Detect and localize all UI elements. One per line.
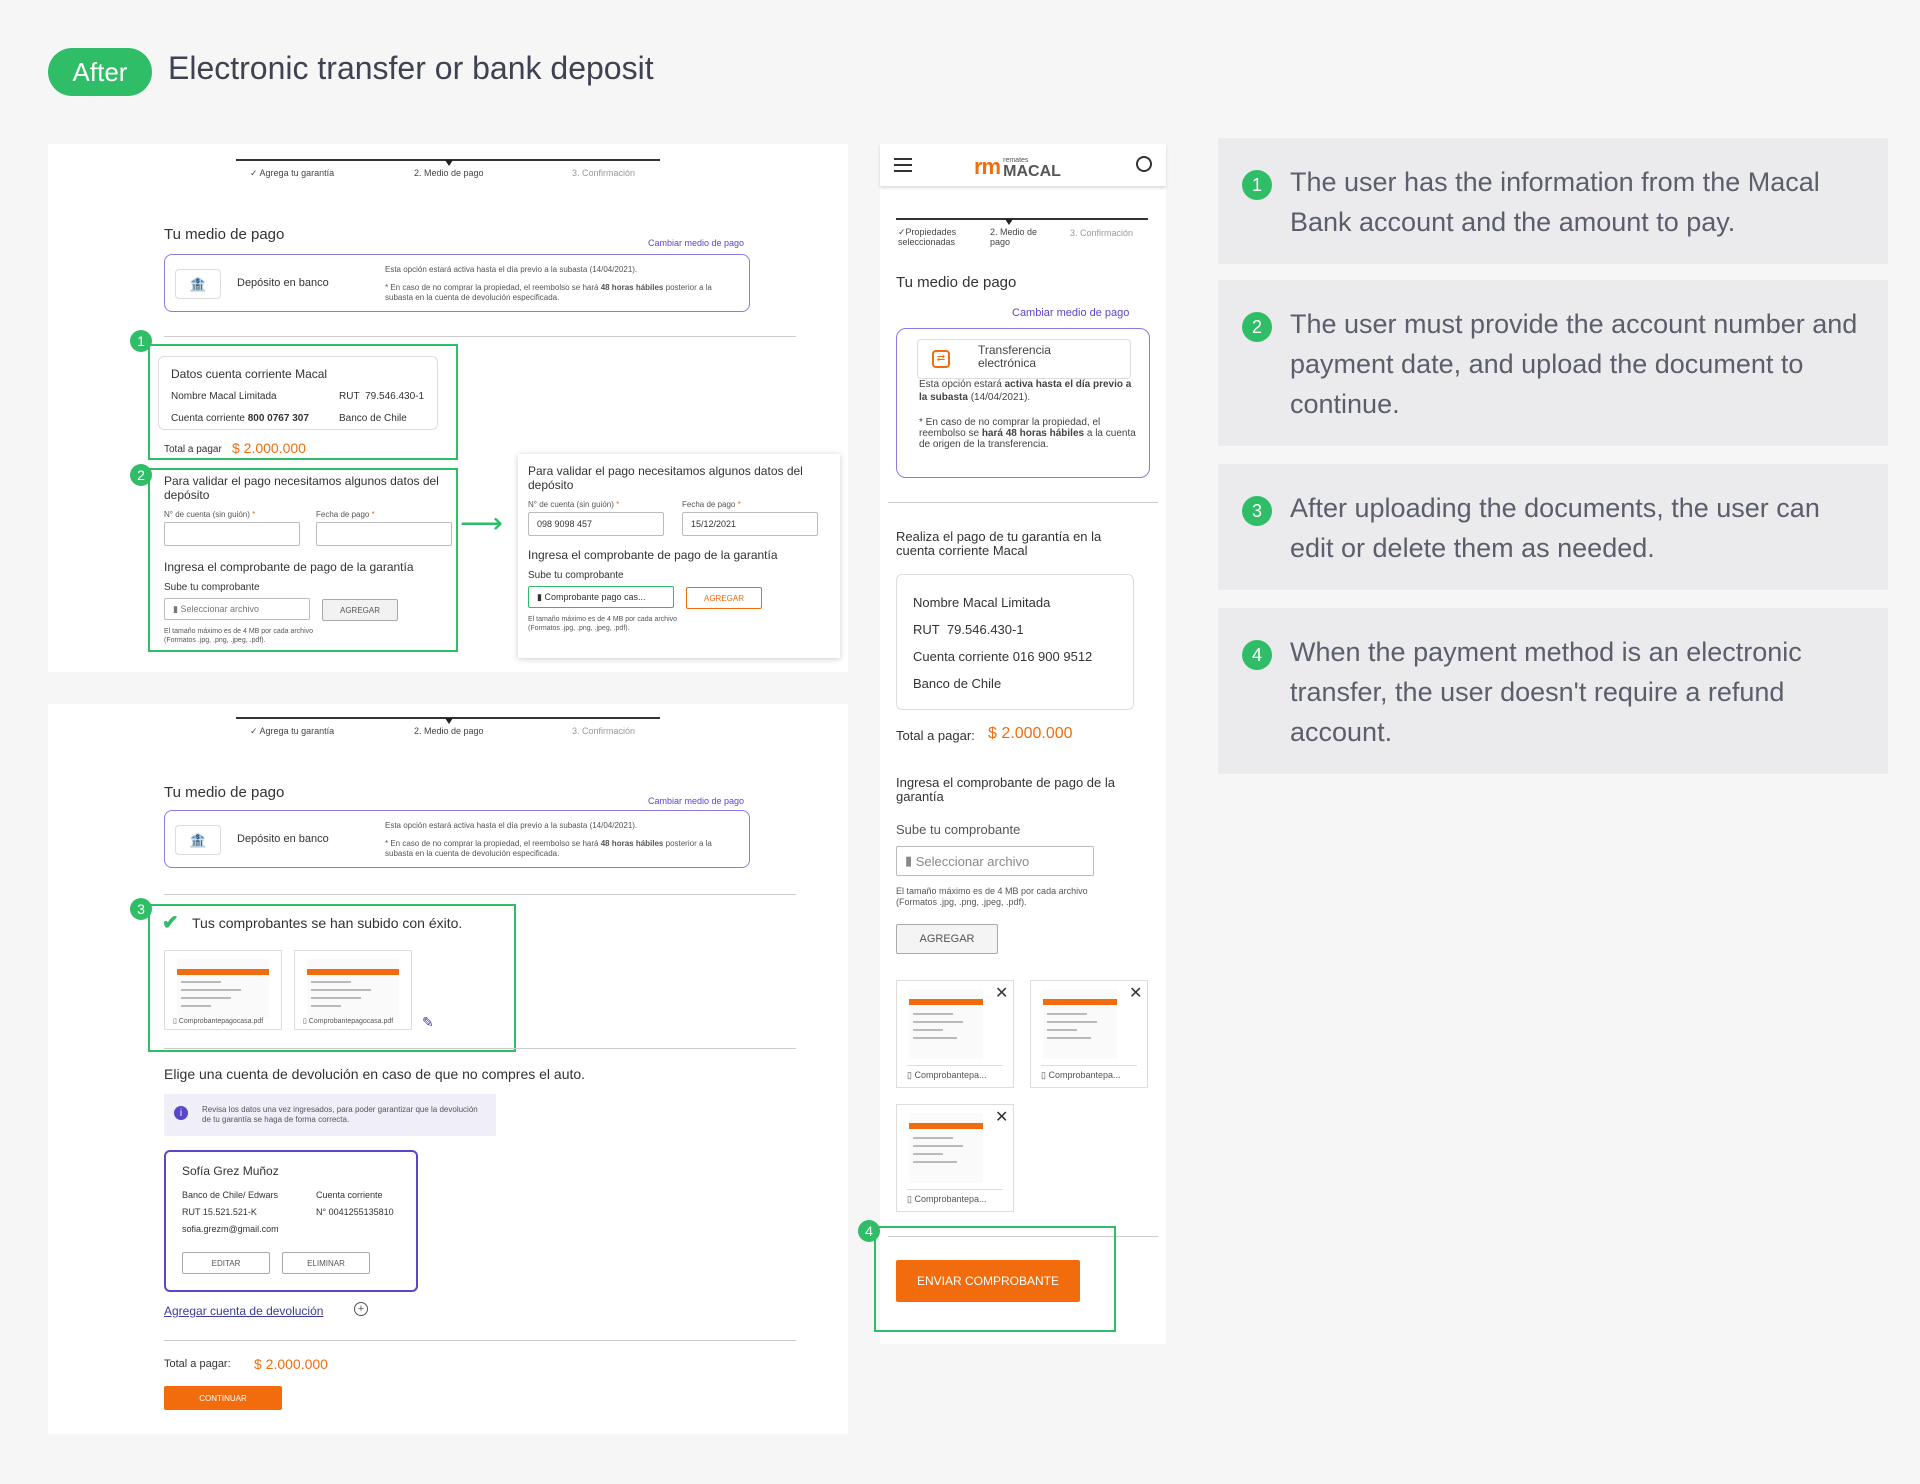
filled-upload-label: Sube tu comprobante <box>528 570 624 581</box>
filled-file-input[interactable]: ▮ Comprobante pago cas... <box>528 586 674 608</box>
refund-name: Sofía Grez Muñoz <box>182 1164 279 1178</box>
m-step-2[interactable]: 2. Medio de pago <box>990 227 1038 247</box>
note-3 <box>1218 464 1888 590</box>
validate-title: Para validar el pago necesitamos algunos datos del depósito <box>164 474 439 502</box>
m-file-name-1: ▯ Comprobantepa... <box>907 1065 1003 1081</box>
m-file-thumb-1[interactable] <box>896 980 1014 1088</box>
refund-account-card[interactable] <box>164 1150 418 1292</box>
transfer-icon: ⇄ <box>932 350 950 368</box>
method-label: Depósito en banco <box>237 277 329 289</box>
select-file-input[interactable]: ▮ Seleccionar archivo <box>164 598 310 620</box>
change-method-link-b[interactable]: Cambiar medio de pago <box>648 796 745 806</box>
note-1 <box>1218 138 1888 264</box>
filled-validate-title: Para validar el pago necesitamos algunos datos del depósito <box>528 464 803 492</box>
file-name-1: ▯ Comprobantepagocasa.pdf <box>173 1018 264 1025</box>
mobile-header <box>880 144 1166 186</box>
refund-email: sofia.grezm@gmail.com <box>182 1224 279 1234</box>
m-section-title: Tu medio de pago <box>896 274 1017 291</box>
note-4 <box>1218 608 1888 774</box>
m-account-card <box>896 574 1134 710</box>
m-change-link[interactable]: Cambiar medio de pago <box>1012 307 1130 319</box>
send-voucher-button[interactable]: ENVIAR COMPROBANTE <box>896 1260 1080 1302</box>
step-1b[interactable]: ✓ Agrega tu garantía <box>250 726 335 736</box>
m-upload-label: Sube tu comprobante <box>896 822 1021 837</box>
check-icon: ✔ <box>162 912 179 934</box>
m-method-card <box>896 328 1150 478</box>
continue-button[interactable]: CONTINUAR <box>164 1386 282 1410</box>
refund-rut: RUT 15.521.521-K <box>182 1207 257 1217</box>
bank-icon: 🏦 <box>175 269 221 299</box>
voucher-title: Ingresa el comprobante de pago de la garantía <box>164 560 414 574</box>
step-2[interactable]: 2. Medio de pago <box>414 168 484 178</box>
m-method-note: Esta opción estará activa hasta el día previo a la subasta (14/04/2021). <box>919 379 1132 403</box>
method-note-refund: * En caso de no comprar la propiedad, el reembolso se hará 48 horas hábiles posterior a la subasta en la cuenta de devolución especificada. <box>385 283 712 302</box>
method-note-refund-b: * En caso de no comprar la propiedad, el reembolso se hará 48 horas hábiles posterior a la subasta en la cuenta de devolución especificada. <box>385 839 712 858</box>
acc-num-label: N° de cuenta (sin guión) * <box>164 510 256 519</box>
note-1-number: 1 <box>1242 170 1272 200</box>
filled-account-input[interactable]: 098 9098 457 <box>528 512 664 536</box>
step-3[interactable]: 3. Confirmación <box>572 168 636 178</box>
note-2-number: 2 <box>1242 312 1272 342</box>
mobile-panel <box>865 144 1166 1344</box>
delete-refund-button[interactable]: ELIMINAR <box>282 1252 370 1274</box>
add-circle-icon[interactable]: + <box>354 1302 368 1316</box>
m-file-thumb-2[interactable] <box>1030 980 1148 1088</box>
file-thumb-2[interactable] <box>294 950 412 1030</box>
refund-bank: Banco de Chile/ Edwars <box>182 1190 279 1200</box>
method-label-b: Depósito en banco <box>237 833 329 845</box>
note-1-text: The user has the information from the Macal Bank account and the amount to pay. <box>1290 167 1820 237</box>
marker-3: 3 <box>130 898 152 920</box>
upload-success-msg: Tus comprobantes se han subido con éxito. <box>192 915 463 931</box>
change-method-link[interactable]: Cambiar medio de pago <box>648 238 745 248</box>
add-file-button[interactable]: AGREGAR <box>322 599 398 621</box>
method-note-b: Esta opción estará activa hasta el día previo a la subasta (14/04/2021). <box>385 821 638 830</box>
m-pay-title: Realiza el pago de tu garantía en la cuenta corriente Macal <box>896 529 1102 559</box>
desktop-panel-top <box>48 144 848 672</box>
filled-add-button[interactable]: AGREGAR <box>686 587 762 609</box>
note-3-text: After uploading the documents, the user can edit or delete them as needed. <box>1290 493 1820 563</box>
close-icon[interactable]: ✕ <box>1129 985 1143 1002</box>
account-name: Nombre Macal Limitada <box>171 391 277 402</box>
section-title: Tu medio de pago <box>164 226 285 243</box>
m-account-rut: RUT 79.546.430-1 <box>913 622 1024 637</box>
m-step-3[interactable]: 3. Confirmación <box>1070 228 1134 238</box>
m-account-bank: Banco de Chile <box>913 676 1002 691</box>
marker-4: 4 <box>858 1220 880 1242</box>
close-icon[interactable]: ✕ <box>995 1109 1009 1126</box>
filled-date-input[interactable]: 15/12/2021 <box>682 512 818 536</box>
refund-title: Elige una cuenta de devolución en caso de que no compres el auto. <box>164 1066 586 1082</box>
m-method-label: Transferencia electrónica <box>978 343 1051 371</box>
total-amount-b: $ 2.000.000 <box>254 1356 328 1372</box>
transfer-card-inner <box>917 339 1131 379</box>
marker-1: 1 <box>130 330 152 352</box>
m-size-note: El tamaño máximo es de 4 MB por cada archivo (Formatos .jpg, .png, .jpeg, .pdf). <box>896 886 1088 908</box>
refund-type: Cuenta corriente <box>316 1190 383 1200</box>
upload-label: Sube tu comprobante <box>164 582 260 593</box>
m-select-file-input[interactable]: ▮ Seleccionar archivo <box>896 846 1094 876</box>
m-step-1[interactable]: ✓Propiedades seleccionadas <box>898 227 957 247</box>
m-account-cc: Cuenta corriente 016 900 9512 <box>913 649 1093 664</box>
m-method-note2: * En caso de no comprar la propiedad, el reembolso se hará 48 horas hábiles a la cuenta de origen de la transferencia. <box>919 417 1136 450</box>
account-cc: Cuenta corriente 800 0767 307 <box>171 413 309 424</box>
note-4-number: 4 <box>1242 640 1272 670</box>
total-label: Total a pagar <box>164 444 222 455</box>
filled-state-card <box>518 454 840 658</box>
macal-logo[interactable]: rm remates MACAL <box>974 154 1061 180</box>
after-badge: After <box>48 48 152 96</box>
close-icon[interactable]: ✕ <box>995 985 1009 1002</box>
filled-size-note: El tamaño máximo es de 4 MB por cada archivo (Formatos .jpg, .png, .jpeg, .pdf). <box>528 616 678 632</box>
section-title-b: Tu medio de pago <box>164 784 285 801</box>
m-add-button[interactable]: AGREGAR <box>896 924 998 954</box>
payment-date-input[interactable] <box>316 522 452 546</box>
page-title: Electronic transfer or bank deposit <box>168 50 654 86</box>
method-note: Esta opción estará activa hasta el día previo a la subasta (14/04/2021). <box>385 265 638 274</box>
m-file-name-3: ▯ Comprobantepa... <box>907 1189 1003 1205</box>
filled-voucher-title: Ingresa el comprobante de pago de la garantía <box>528 548 778 562</box>
file-name-2: ▯ Comprobantepagocasa.pdf <box>303 1018 394 1025</box>
m-total-label: Total a pagar: <box>896 728 975 743</box>
account-title: Datos cuenta corriente Macal <box>171 367 328 381</box>
bank-icon: 🏦 <box>175 825 221 855</box>
file-thumb-1[interactable] <box>164 950 282 1030</box>
m-total-amount: $ 2.000.000 <box>988 725 1073 742</box>
step-3b[interactable]: 3. Confirmación <box>572 726 636 736</box>
macal-account-card <box>158 356 438 430</box>
step-2b[interactable]: 2. Medio de pago <box>414 726 484 736</box>
m-voucher-title: Ingresa el comprobante de pago de la garantía <box>896 775 1115 805</box>
note-3-number: 3 <box>1242 496 1272 526</box>
note-2 <box>1218 280 1888 446</box>
hamburger-icon[interactable] <box>894 158 912 172</box>
user-icon[interactable] <box>1136 156 1152 172</box>
account-rut: RUT 79.546.430-1 <box>339 391 425 402</box>
filled-acc-label: N° de cuenta (sin guión) * <box>528 500 620 509</box>
info-icon: i <box>174 1106 188 1120</box>
date-label: Fecha de pago * <box>316 510 375 519</box>
note-2-text: The user must provide the account number and payment date, and upload the document to continue. <box>1290 309 1858 419</box>
refund-number: N° 0041255135810 <box>316 1207 394 1217</box>
total-label-b: Total a pagar: <box>164 1358 231 1370</box>
step-1[interactable]: ✓ Agrega tu garantía <box>250 168 335 178</box>
account-bank: Banco de Chile <box>339 413 407 424</box>
marker-2: 2 <box>130 464 152 486</box>
payment-method-card-b <box>164 810 750 868</box>
m-file-name-2: ▯ Comprobantepa... <box>1041 1065 1137 1081</box>
total-amount: $ 2.000.000 <box>232 440 306 456</box>
info-text: Revisa los datos una vez ingresados, para poder garantizar que la devolución de tu garantía se haga de forma correcta. <box>202 1105 478 1124</box>
arrow-right-icon: ⟶ <box>460 507 504 540</box>
edit-refund-button[interactable]: EDITAR <box>182 1252 270 1274</box>
desktop-panel-bottom <box>48 704 848 1434</box>
add-refund-link[interactable]: Agregar cuenta de devolución <box>164 1304 324 1318</box>
filled-date-label: Fecha de pago * <box>682 500 741 509</box>
account-number-input[interactable] <box>164 522 300 546</box>
payment-method-card <box>164 254 750 312</box>
m-file-thumb-3[interactable] <box>896 1104 1014 1212</box>
note-4-text: When the payment method is an electronic transfer, the user doesn't require a refund account. <box>1290 637 1802 747</box>
size-note: El tamaño máximo es de 4 MB por cada archivo (Formatos .jpg, .png, .jpeg, .pdf). <box>164 628 314 644</box>
m-account-name: Nombre Macal Limitada <box>913 595 1051 610</box>
info-note <box>164 1094 496 1136</box>
edit-icon[interactable]: ✎ <box>422 1014 434 1030</box>
